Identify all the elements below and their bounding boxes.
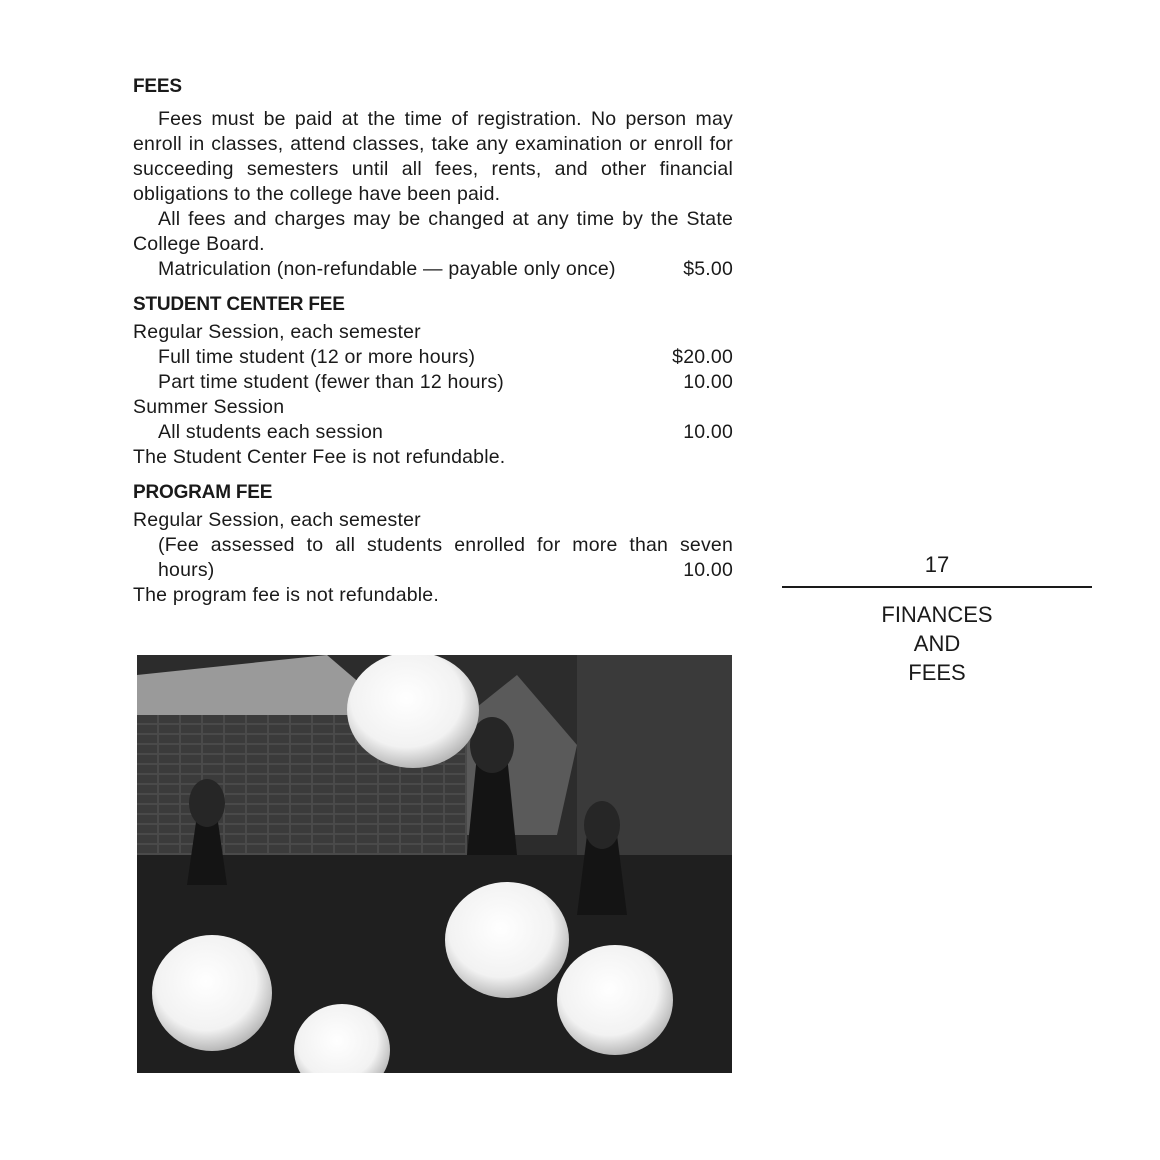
fees-heading: FEES — [133, 76, 182, 97]
sidebar-rule — [782, 586, 1092, 588]
section-sidebar — [782, 550, 1092, 687]
scf-all-students-row — [133, 420, 733, 445]
scf-full-time-label: Full time student (12 or more hours) — [158, 346, 476, 368]
pf-desc-line-2: hours) — [158, 559, 215, 581]
scf-full-time-amount: $20.00 — [672, 346, 733, 368]
scf-part-time-row — [133, 370, 733, 395]
lamp-posts-photo — [137, 655, 732, 1073]
pf-note: The program fee is not refundable. — [133, 584, 439, 606]
pf-description — [133, 533, 733, 583]
main-column — [133, 74, 733, 608]
student-center-fee-heading: STUDENT CENTER FEE — [133, 294, 345, 315]
pf-regular-session: Regular Session, each semester — [133, 509, 421, 531]
section-title — [782, 600, 1092, 687]
section-title-line-2: AND — [913, 631, 961, 656]
section-title-line-1: FINANCES — [881, 602, 993, 627]
fees-paragraph-1: Fees must be paid at the time of registration. No person may enroll in classes, attend classes, take any examination or enroll for succeeding semesters until all fees, rents, and other financial obligations to the college have been paid. — [133, 108, 733, 205]
scf-part-time-label: Part time student (fewer than 12 hours) — [158, 371, 504, 393]
scf-part-time-amount: 10.00 — [683, 371, 733, 393]
scf-regular-session: Regular Session, each semester — [133, 321, 421, 343]
scf-summer-session: Summer Session — [133, 396, 285, 418]
scf-full-time-row — [133, 345, 733, 370]
page-number: 17 — [924, 552, 950, 577]
matriculation-label: Matriculation (non-refundable — payable only once) — [158, 258, 616, 280]
matriculation-row — [133, 257, 733, 282]
scf-all-students-label: All students each session — [158, 421, 384, 443]
pf-desc-line-1: (Fee assessed to all students enrolled for more than seven — [158, 534, 733, 556]
pf-amount: 10.00 — [683, 559, 733, 581]
pf-desc-row-2 — [158, 558, 733, 583]
scf-all-students-amount: 10.00 — [683, 421, 733, 443]
matriculation-amount: $5.00 — [683, 258, 733, 280]
scf-note: The Student Center Fee is not refundable. — [133, 446, 506, 468]
program-fee-heading: PROGRAM FEE — [133, 482, 273, 503]
section-title-line-3: FEES — [908, 660, 966, 685]
fees-paragraph-2: All fees and charges may be changed at any time by the State College Board. — [133, 208, 733, 255]
